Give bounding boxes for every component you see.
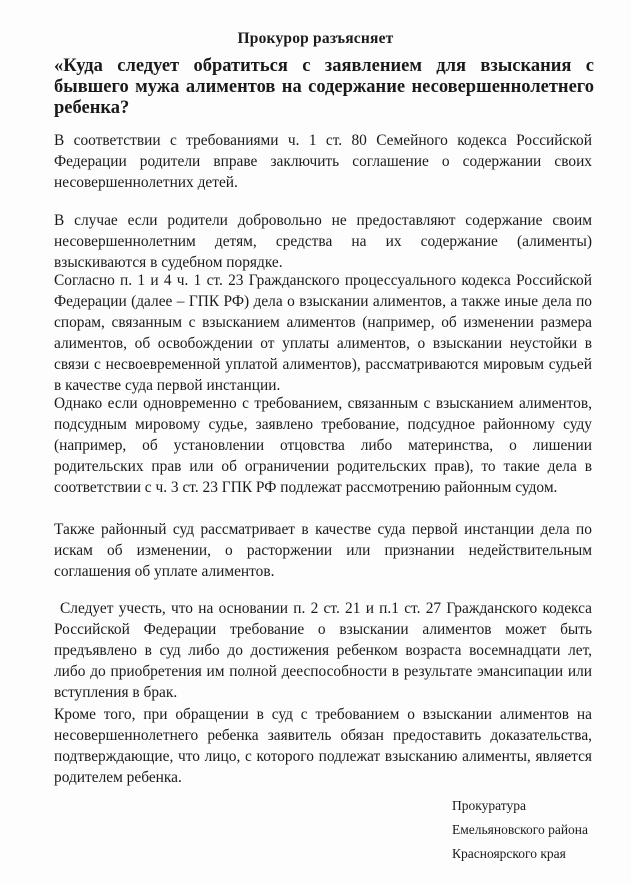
signature-line-1: Прокуратура bbox=[452, 798, 526, 813]
signature-line-2: Емельяновского района bbox=[452, 822, 589, 837]
paragraph-4: Однако если одновременно с требованием, связанным с взысканием алиментов, подсудным мировому судье, заявлено требование, подсудное районному суду (например, об установлении отцовства либо материнства, о лишении родительских прав или об ограничении родительских прав), то такие дела в соответствии с ч. 3 ст. 23 ГПК РФ подлежат рассмотрению районным судом. bbox=[54, 395, 592, 496]
paragraph-1: В соответствии с требованиями ч. 1 ст. 80 Семейного кодекса Российской Федерации родители вправе заключить соглашение о содержании своих несовершеннолетних детей. bbox=[54, 132, 592, 191]
paragraph-5: Также районный суд рассматривает в качестве суда первой инстанции дела по искам об изменении, о расторжении или признании недействительным соглашения об уплате алиментов. bbox=[54, 521, 592, 580]
paragraph-6: Следует учесть, что на основании п. 2 ст. 21 и п.1 ст. 27 Гражданского кодекса Российской Федерации требование о взыскании алиментов может быть предъявлено в суд либо до достижения ребенком возраста восемнадцати лет, либо до приобретения им полной дееспособности в результате эмансипации или вступления в брак. bbox=[54, 600, 592, 701]
document-header: Прокурор разъясняет bbox=[237, 30, 394, 47]
signature-block bbox=[452, 794, 588, 866]
document-title: «Куда следует обратиться с заявлением для взыскания с бывшего мужа алиментов на содержание несовершеннолетнего ребенка? bbox=[54, 56, 594, 118]
paragraph-7: Кроме того, при обращении в суд с требованием о взыскании алиментов на несовершеннолетнего ребенка заявитель обязан предоставить доказательства, подтверждающие, что лицо, с которого подлежат взысканию алименты, является родителем ребенка. bbox=[54, 706, 592, 786]
signature-line-3: Красноярского края bbox=[452, 846, 566, 861]
paragraph-3: Согласно п. 1 и 4 ч. 1 ст. 23 Гражданского процессуального кодекса Российской Федерации (далее – ГПК РФ) дела о взыскании алиментов, а также иные дела по спорам, связанным с взысканием алиментов (например, об изменении размера алиментов, об освобождении от уплаты алиментов, о взыскании неустойки в связи с несвоевременной уплатой алиментов), рассматриваются мировым судьей в качестве суда первой инстанции. bbox=[54, 272, 592, 394]
paragraph-2: В случае если родители добровольно не предоставляют содержание своим несовершеннолетним детям, средства на их содержание (алименты) взыскиваются в судебном порядке. bbox=[54, 212, 592, 271]
